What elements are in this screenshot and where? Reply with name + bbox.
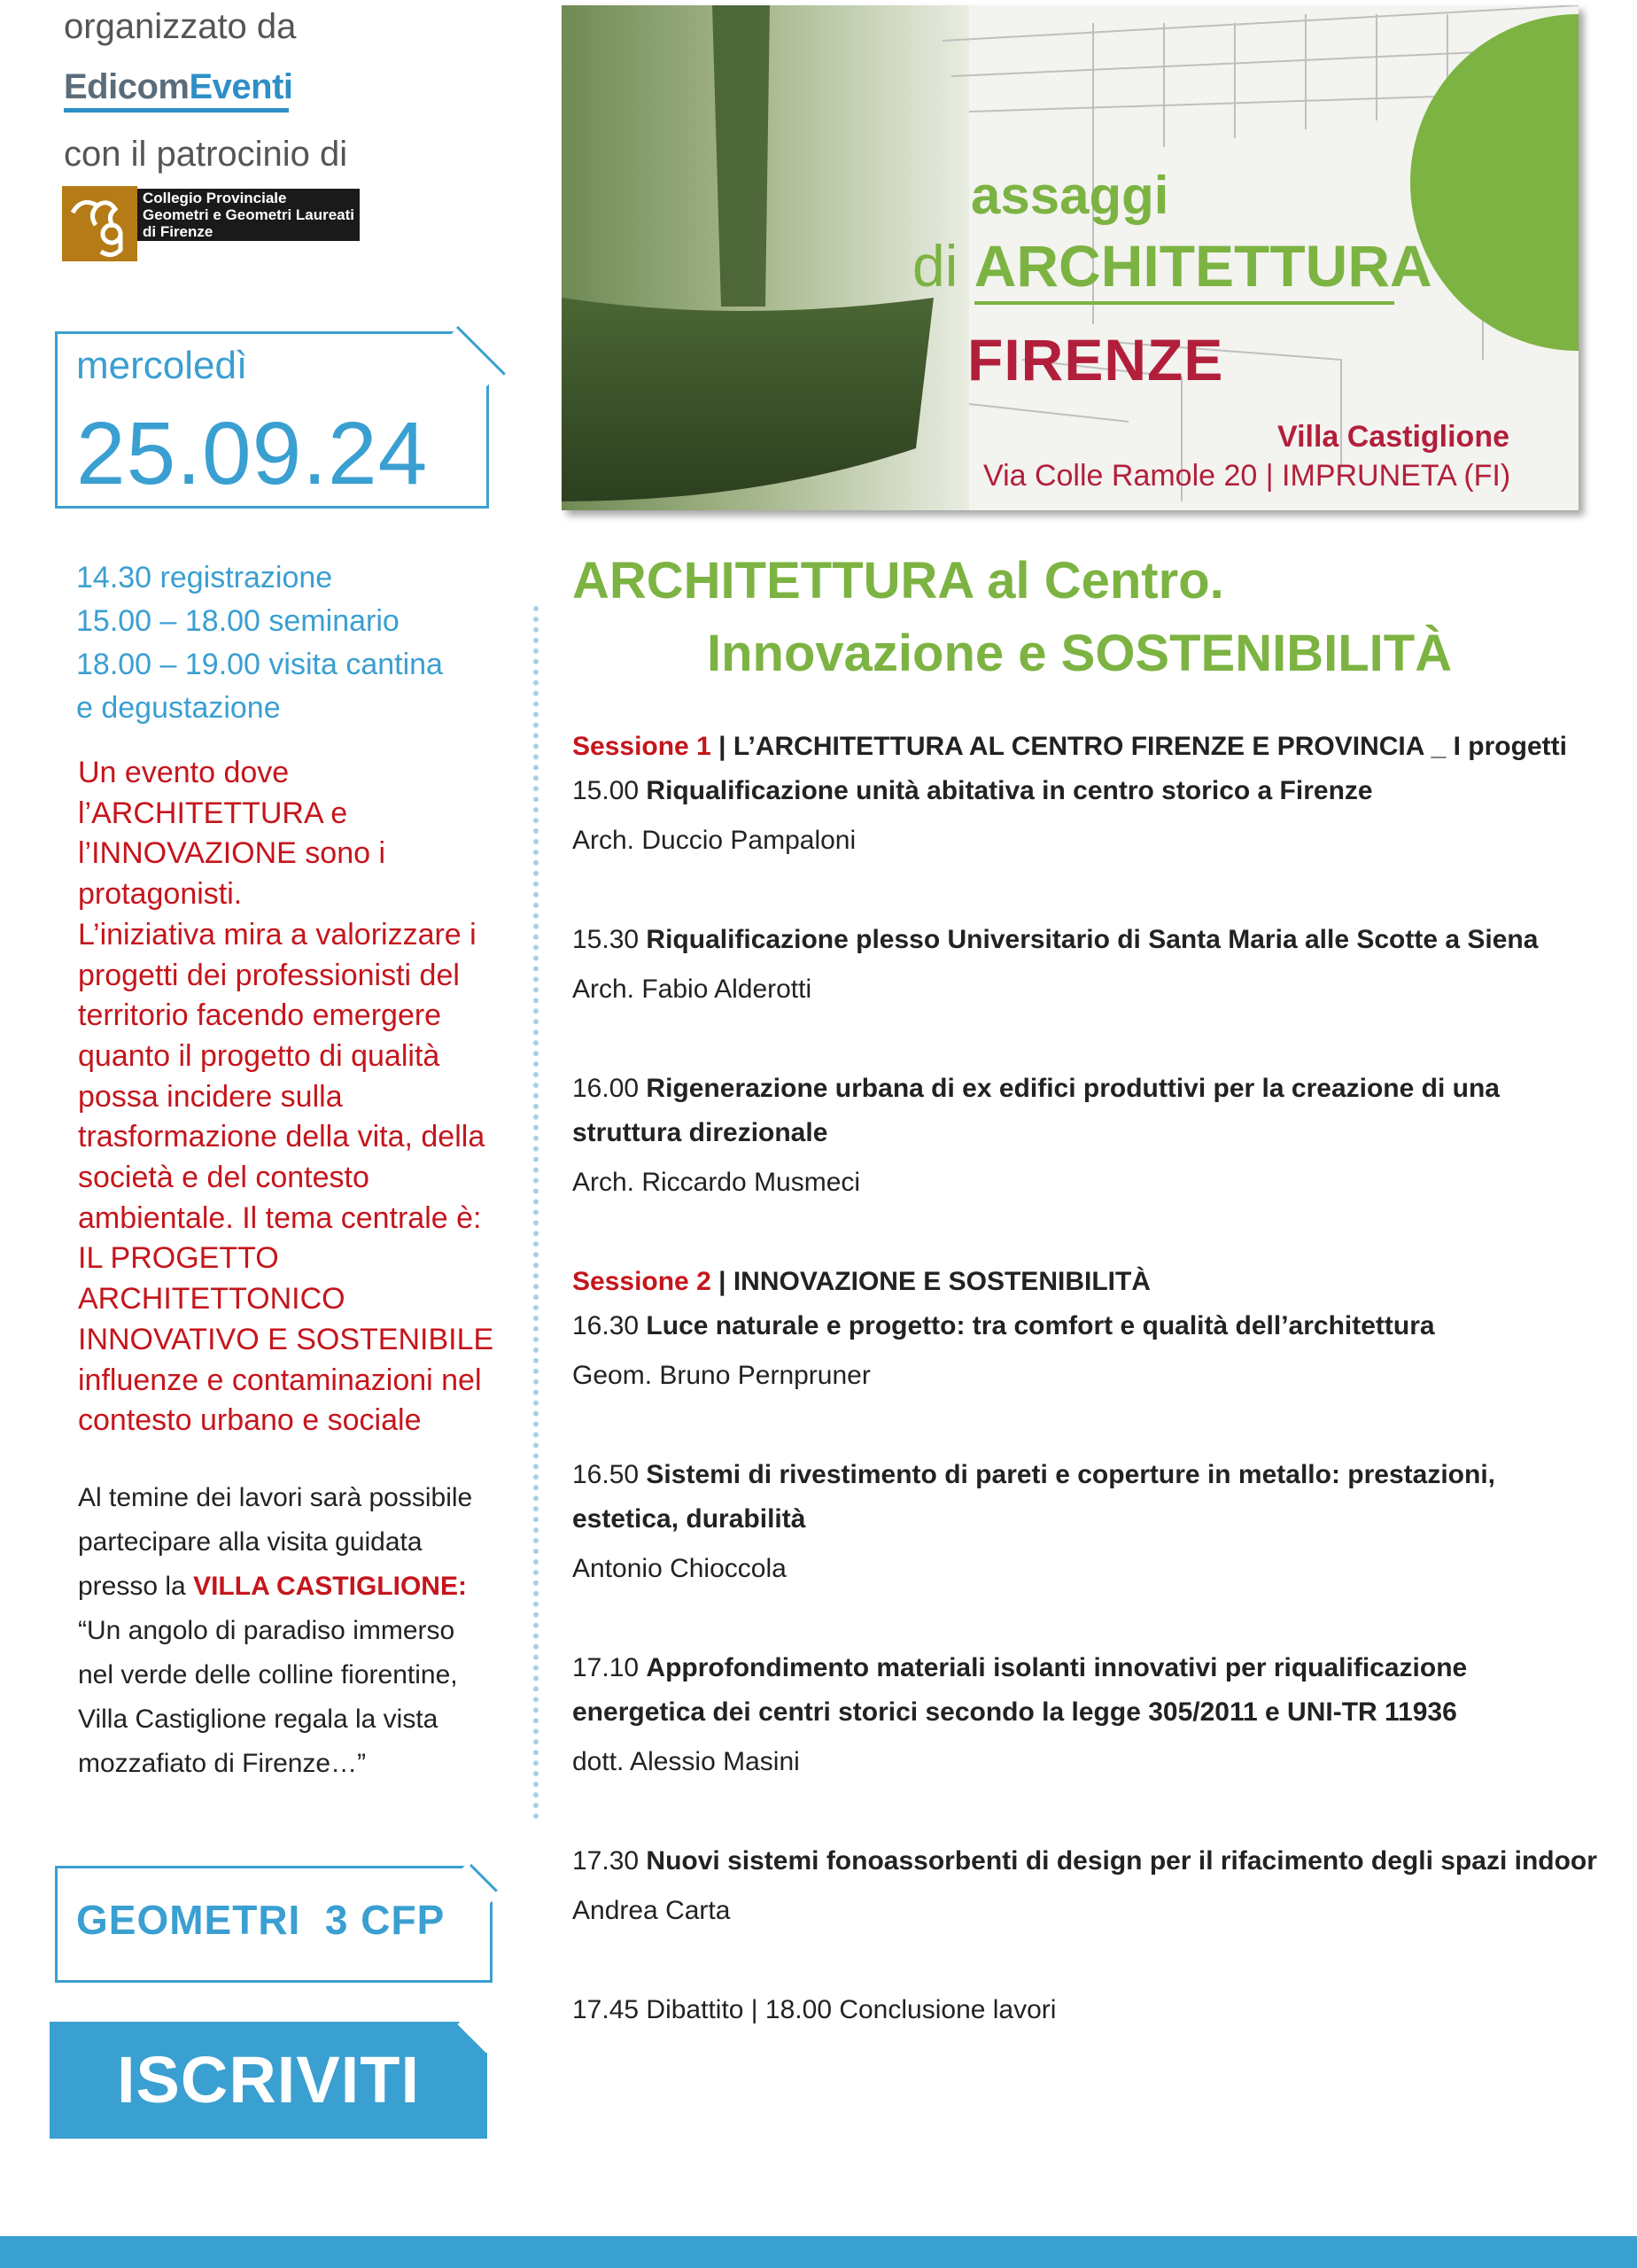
talk-time: 15.30 xyxy=(572,925,647,954)
talk-time: 15.00 xyxy=(572,776,647,805)
talk-title-cont xyxy=(572,1497,1600,1542)
talk-time: 17.10 xyxy=(572,1653,647,1682)
edicom-eventi-logo xyxy=(64,67,293,107)
talk-title xyxy=(572,769,1600,813)
session-title: | L’ARCHITETTURA AL CENTRO FIRENZE E PROVINCIA _ I progetti xyxy=(710,732,1567,761)
organizer-label: organizzato da xyxy=(64,7,297,46)
register-button[interactable]: ISCRIVITI xyxy=(50,2022,487,2139)
credits-label: GEOMETRI 3 CFP xyxy=(76,1897,446,1943)
description-line: territorio facendo emergere xyxy=(78,998,442,1033)
description-line: L’iniziativa mira a valorizzare i xyxy=(78,917,477,951)
talk-speaker: Arch. Fabio Alderotti xyxy=(572,975,812,1004)
event-date: 25.09.24 xyxy=(76,404,429,503)
visit-line xyxy=(78,1565,512,1609)
talk-time: 17.30 xyxy=(572,1846,647,1876)
visit-line: “Un angolo di paradiso immerso xyxy=(78,1616,455,1645)
talk-title-text: estetica, durabilità xyxy=(572,1504,806,1534)
hero-di: di xyxy=(912,233,958,299)
talk-title xyxy=(572,1646,1600,1690)
description-line: contesto urbano e sociale xyxy=(78,1403,422,1438)
talk-title xyxy=(572,1304,1600,1348)
talk-speaker: Geom. Bruno Pernpruner xyxy=(572,1361,871,1390)
description-line: l’INNOVAZIONE sono i xyxy=(78,836,386,871)
description-line: protagonisti. xyxy=(78,877,243,912)
talk-title xyxy=(572,918,1600,962)
patron-line-3: di Firenze xyxy=(143,223,213,240)
talk-title-cont xyxy=(572,1111,1600,1155)
hero-address: Via Colle Ramole 20 | IMPRUNETA (FI) xyxy=(983,459,1511,493)
description-line: possa incidere sulla xyxy=(78,1079,343,1114)
talk-title-text: Nuovi sistemi fonoassorbenti di design per il rifacimento degli spazi indoor xyxy=(646,1846,1597,1876)
logo-part1: Edicom xyxy=(64,67,190,106)
talk-title xyxy=(572,1067,1600,1111)
talk-title-text: Luce naturale e progetto: tra comfort e qualità dell’architettura xyxy=(646,1311,1435,1340)
talk-time: 16.30 xyxy=(572,1311,647,1340)
program xyxy=(572,725,1600,2032)
talk-title-text: Approfondimento materiali isolanti innovativi per riqualificazione xyxy=(646,1653,1468,1682)
session-title: | INNOVAZIONE E SOSTENIBILITÀ xyxy=(710,1267,1151,1296)
visit-line: nel verde delle colline fiorentine, xyxy=(78,1660,458,1689)
hero-rule xyxy=(974,301,1394,305)
talk-title-cont xyxy=(572,1690,1600,1735)
visit-line: partecipare alla visita guidata xyxy=(78,1527,423,1557)
hero-architettura xyxy=(912,232,1432,299)
visit-prefix: presso la xyxy=(78,1572,194,1601)
session-label: Sessione 2 xyxy=(572,1267,711,1296)
schedule-line: 14.30 registrazione xyxy=(76,561,333,594)
talk-speaker: Arch. Riccardo Musmeci xyxy=(572,1168,861,1197)
description-line: INNOVATIVO E SOSTENIBILE xyxy=(78,1322,494,1356)
session-label: Sessione 1 xyxy=(572,732,711,761)
patronage-label: con il patrocinio di xyxy=(64,135,348,174)
talk-title-text: Riqualificazione unità abitativa in centro storico a Firenze xyxy=(646,776,1373,805)
visit-line: Al temine dei lavori sarà possibile xyxy=(78,1483,473,1512)
main-title-line1: ARCHITETTURA al Centro. xyxy=(572,552,1224,610)
description-line: Un evento dove xyxy=(78,756,290,789)
event-description xyxy=(78,753,503,1441)
talk-speaker: Arch. Duccio Pampaloni xyxy=(572,826,857,855)
logo-part2: Eventi xyxy=(189,67,293,106)
villa-castiglione-highlight: VILLA CASTIGLIONE: xyxy=(193,1572,467,1601)
talk-title xyxy=(572,1839,1600,1884)
collegio-geometri-logo-icon xyxy=(62,186,137,261)
description-line: IL PROGETTO xyxy=(78,1241,279,1276)
closing-line: 17.45 Dibattito | 18.00 Conclusione lavori xyxy=(572,1995,1057,2024)
schedule-line: e degustazione xyxy=(76,691,281,725)
description-line: ambientale. Il tema centrale è: xyxy=(78,1200,482,1235)
session-header xyxy=(572,725,1600,769)
talk-title-text: struttura direzionale xyxy=(572,1118,828,1147)
column-divider xyxy=(533,606,539,1820)
description-line: l’ARCHITETTURA e xyxy=(78,796,348,830)
talk-title-text: energetica dei centri storici secondo la legge 305/2011 e UNI-TR 11936 xyxy=(572,1697,1457,1727)
schedule-line: 15.00 – 18.00 seminario xyxy=(76,604,400,638)
collegio-geometri-name xyxy=(137,189,360,241)
description-line: quanto il progetto di qualità xyxy=(78,1038,440,1073)
talk-title-text: Riqualificazione plesso Universitario di Santa Maria alle Scotte a Siena xyxy=(646,925,1539,954)
talk-title xyxy=(572,1453,1600,1497)
talk-speaker: Andrea Carta xyxy=(572,1896,731,1925)
hero-city: FIRENZE xyxy=(967,327,1224,392)
session-header xyxy=(572,1260,1600,1304)
hero-assaggi: assaggi xyxy=(971,166,1169,225)
patron-line-2: Geometri e Geometri Laureati xyxy=(143,206,355,223)
description-line: influenze e contaminazioni nel xyxy=(78,1363,482,1397)
description-line: ARCHITETTONICO xyxy=(78,1282,345,1317)
event-weekday: mercoledì xyxy=(76,344,248,387)
talk-title-text: Sistemi di rivestimento di pareti e coperture in metallo: prestazioni, xyxy=(646,1460,1495,1489)
visit-line: mozzafiato di Firenze…” xyxy=(78,1749,367,1778)
visit-line: Villa Castiglione regala la vista xyxy=(78,1705,438,1734)
logo-underline xyxy=(64,108,289,113)
hero-venue: Villa Castiglione xyxy=(1277,420,1510,454)
bottom-bar xyxy=(0,2236,1637,2268)
main-title-line2: Innovazione e SOSTENIBILITÀ xyxy=(707,625,1453,682)
talk-speaker: dott. Alessio Masini xyxy=(572,1747,800,1776)
description-line: progetti dei professionisti del xyxy=(78,958,460,992)
schedule xyxy=(76,556,443,730)
visit-info xyxy=(78,1476,512,1786)
patron-line-1: Collegio Provinciale xyxy=(143,190,287,206)
schedule-line: 18.00 – 19.00 visita cantina xyxy=(76,648,443,681)
talk-time: 16.50 xyxy=(572,1460,647,1489)
talk-title-text: Rigenerazione urbana di ex edifici produttivi per la creazione di una xyxy=(646,1074,1500,1103)
hero-architettura-word: ARCHITETTURA xyxy=(974,233,1432,299)
talk-time: 16.00 xyxy=(572,1074,647,1103)
talk-speaker: Antonio Chioccola xyxy=(572,1554,787,1583)
description-line: trasformazione della vita, della xyxy=(78,1120,485,1154)
description-line: società e del contesto xyxy=(78,1161,369,1195)
